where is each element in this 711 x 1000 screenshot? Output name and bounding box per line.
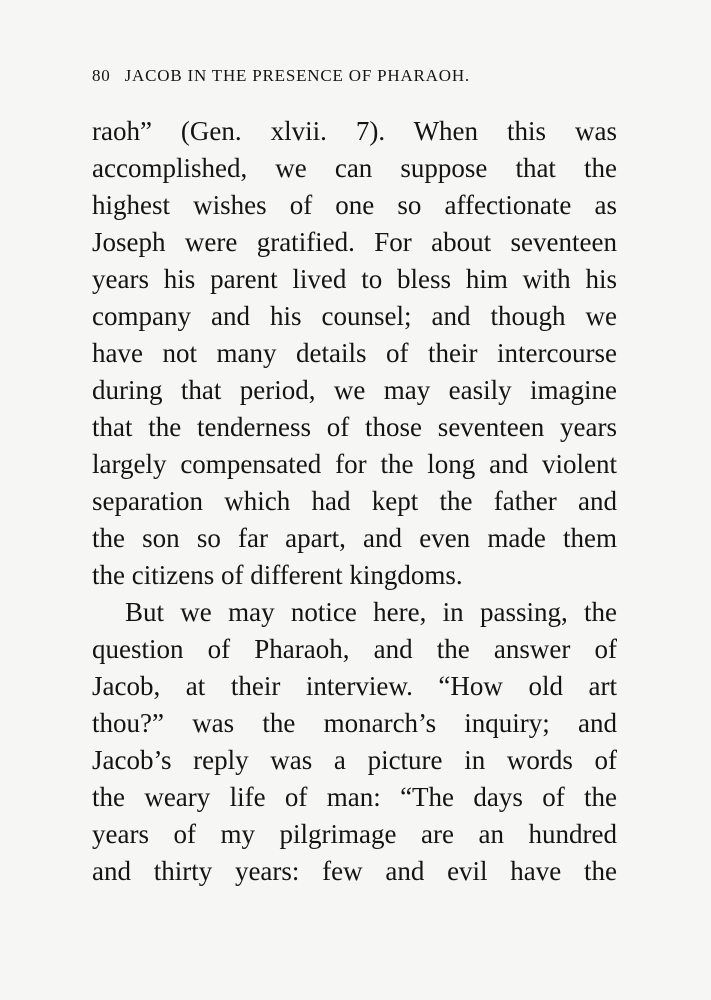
text-line: But we may notice here, in passing, the	[125, 597, 617, 627]
text-line: largely compensated for the long and violent	[92, 449, 617, 479]
running-title: JACOB IN THE PRESENCE OF PHARAOH.	[124, 66, 470, 85]
text-line: raoh” (Gen. xlvii. 7). When this was	[92, 116, 617, 146]
text-line: during that period, we may easily imagine	[92, 375, 617, 405]
text-line: have not many details of their intercourse	[92, 338, 617, 368]
text-line: Jacob’s reply was a picture in words of	[92, 745, 617, 775]
text-line: highest wishes of one so affectionate as	[92, 190, 617, 220]
text-line: thou?” was the monarch’s inquiry; and	[92, 708, 617, 738]
body-text	[92, 113, 617, 890]
text-line: the weary life of man: “The days of the	[92, 782, 617, 812]
page-number: 80	[92, 66, 111, 85]
text-line: company and his counsel; and though we	[92, 301, 617, 331]
running-header	[92, 66, 617, 86]
text-line: that the tenderness of those seventeen years	[92, 412, 617, 442]
text-line: Joseph were gratified. For about seventeen	[92, 227, 617, 257]
text-line: accomplished, we can suppose that the	[92, 153, 617, 183]
text-line: separation which had kept the father and	[92, 486, 617, 516]
text-line: years his parent lived to bless him with his	[92, 264, 617, 294]
text-line: question of Pharaoh, and the answer of	[92, 634, 617, 664]
text-line: and thirty years: few and evil have the	[92, 856, 617, 886]
text-line: Jacob, at their interview. “How old art	[92, 671, 617, 701]
text-line: the citizens of different kingdoms.	[92, 560, 463, 590]
text-line: years of my pilgrimage are an hundred	[92, 819, 617, 849]
text-line: the son so far apart, and even made them	[92, 523, 617, 553]
